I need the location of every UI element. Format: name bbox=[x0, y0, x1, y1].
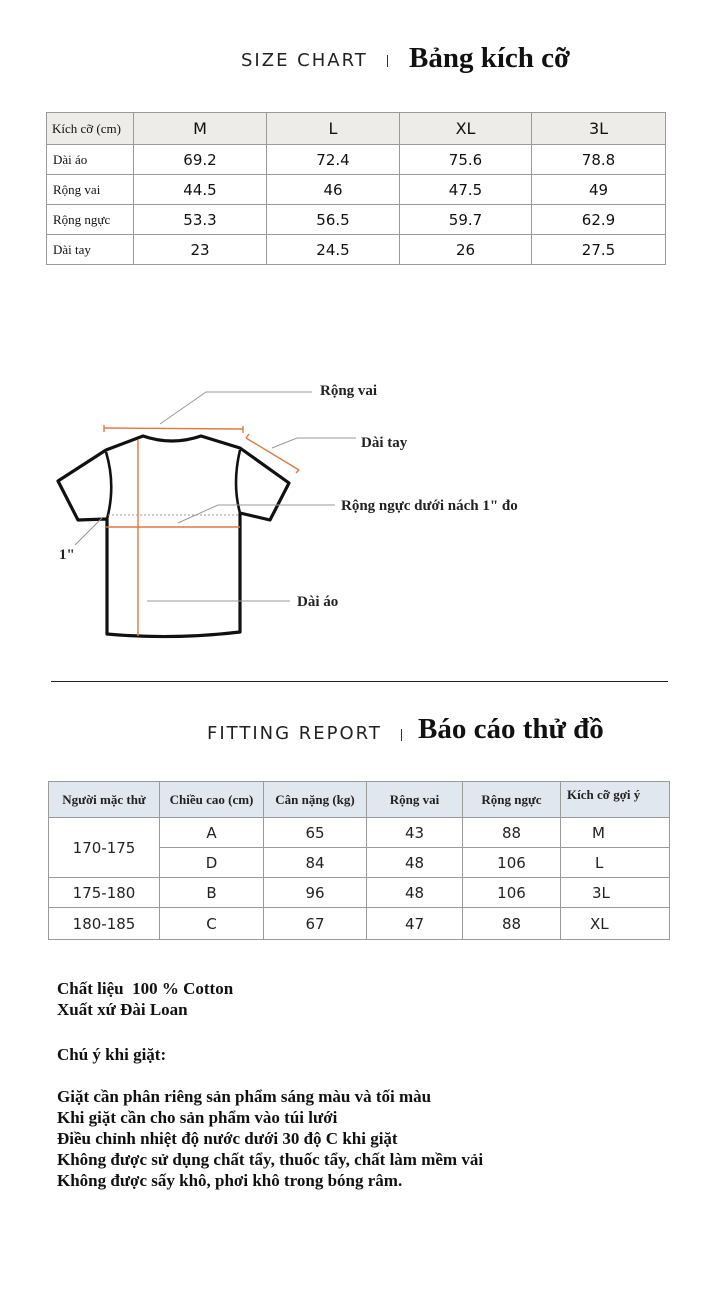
size-cell: L bbox=[561, 848, 670, 878]
table-cell: 46 bbox=[267, 175, 400, 205]
table-cell: 59.7 bbox=[400, 205, 532, 235]
chest-cell: 88 bbox=[463, 908, 561, 940]
table-row bbox=[47, 145, 666, 175]
sleeve-label: Dài tay bbox=[361, 435, 408, 451]
table-cell: 27.5 bbox=[532, 235, 666, 265]
model-cell: C bbox=[160, 908, 264, 940]
table-row bbox=[47, 175, 666, 205]
tshirt-measurement-diagram bbox=[0, 370, 720, 650]
length-label: Dài áo bbox=[297, 594, 339, 610]
table-cell: 75.6 bbox=[400, 145, 532, 175]
size-header-l: L bbox=[267, 113, 400, 145]
leader-lines bbox=[75, 392, 356, 601]
model-cell: B bbox=[160, 878, 264, 908]
fitting-report-table bbox=[48, 781, 670, 940]
weight-cell: 84 bbox=[264, 848, 367, 878]
shoulder-measure-line bbox=[104, 428, 243, 429]
size-chart-title-vi: Bảng kích cỡ bbox=[409, 42, 571, 74]
height-cell: 180-185 bbox=[49, 908, 160, 940]
table-row bbox=[47, 205, 666, 235]
table-cell: 23 bbox=[134, 235, 267, 265]
shoulder-cell: 47 bbox=[367, 908, 463, 940]
care-item: Điều chỉnh nhiệt độ nước dưới 30 độ C khi giặt bbox=[57, 1129, 398, 1148]
inch-leader bbox=[75, 518, 102, 545]
size-chart-table bbox=[46, 112, 666, 265]
section-divider bbox=[51, 681, 668, 682]
size-header-label: Kích cỡ (cm) bbox=[47, 113, 134, 145]
size-header-xl: XL bbox=[400, 113, 532, 145]
shoulder-leader bbox=[160, 392, 312, 424]
chest-cell: 88 bbox=[463, 818, 561, 848]
chest-leader bbox=[178, 505, 335, 523]
fitting-report-title-vi: Báo cáo thử đồ bbox=[418, 713, 604, 745]
fitting-report-heading bbox=[0, 712, 720, 752]
size-chart-title-en: SIZE CHART bbox=[241, 50, 368, 71]
header-weight: Cân nặng (kg) bbox=[264, 782, 367, 818]
chest-label: Rộng ngực dưới nách 1" đo bbox=[341, 498, 518, 514]
sleeve-measure-line bbox=[246, 438, 299, 470]
title-separator bbox=[387, 55, 388, 67]
care-item: Giặt cần phân riêng sản phẩm sáng màu và tối màu bbox=[57, 1087, 432, 1106]
fitting-report-title-en: FITTING REPORT bbox=[207, 723, 382, 744]
size-header-m: M bbox=[134, 113, 267, 145]
table-row bbox=[49, 818, 670, 848]
table-row bbox=[47, 235, 666, 265]
header-chest: Rộng ngực bbox=[463, 782, 561, 818]
table-cell: 53.3 bbox=[134, 205, 267, 235]
header-height: Chiều cao (cm) bbox=[160, 782, 264, 818]
size-cell: XL bbox=[561, 908, 670, 940]
weight-cell: 65 bbox=[264, 818, 367, 848]
table-row bbox=[49, 878, 670, 908]
size-cell: 3L bbox=[561, 878, 670, 908]
title-separator bbox=[401, 729, 402, 741]
shoulder-label: Rộng vai bbox=[320, 383, 378, 399]
chest-cell: 106 bbox=[463, 878, 561, 908]
left-armhole-seam bbox=[106, 452, 111, 519]
table-cell: 49 bbox=[532, 175, 666, 205]
care-list bbox=[57, 1086, 483, 1191]
inch-label: 1" bbox=[59, 547, 75, 563]
header-tester: Người mặc thử bbox=[49, 782, 160, 818]
sleeve-leader bbox=[272, 438, 356, 448]
shoulder-cell: 43 bbox=[367, 818, 463, 848]
size-cell: M bbox=[561, 818, 670, 848]
material-text: Chất liệu 100 % Cotton bbox=[57, 979, 234, 998]
table-row bbox=[49, 908, 670, 940]
row-label: Rộng ngực bbox=[47, 205, 134, 235]
measure-lines bbox=[104, 425, 299, 636]
table-cell: 47.5 bbox=[400, 175, 532, 205]
origin-text: Xuất xứ Đài Loan bbox=[57, 1000, 188, 1019]
right-armhole-seam bbox=[236, 450, 240, 513]
weight-cell: 96 bbox=[264, 878, 367, 908]
fitting-table-header-row bbox=[49, 782, 670, 818]
care-item: Không được sấy khô, phơi khô trong bóng râm. bbox=[57, 1171, 403, 1190]
tshirt-outline bbox=[58, 436, 289, 637]
model-cell: A bbox=[160, 818, 264, 848]
height-cell: 175-180 bbox=[49, 878, 160, 908]
header-suggested-size: Kích cỡ gợi ý bbox=[561, 782, 670, 818]
row-label: Dài áo bbox=[47, 145, 134, 175]
shoulder-cell: 48 bbox=[367, 878, 463, 908]
size-header-3l: 3L bbox=[532, 113, 666, 145]
table-cell: 78.8 bbox=[532, 145, 666, 175]
row-label: Dài tay bbox=[47, 235, 134, 265]
header-shoulder: Rộng vai bbox=[367, 782, 463, 818]
chest-cell: 106 bbox=[463, 848, 561, 878]
shoulder-cell: 48 bbox=[367, 848, 463, 878]
table-cell: 69.2 bbox=[134, 145, 267, 175]
care-item: Không được sử dụng chất tẩy, thuốc tẩy, chất làm mềm vải bbox=[57, 1150, 484, 1169]
table-cell: 72.4 bbox=[267, 145, 400, 175]
care-title: Chú ý khi giặt: bbox=[57, 1045, 167, 1064]
care-item: Khi giặt cần cho sản phẩm vào túi lưới bbox=[57, 1108, 338, 1127]
height-cell: 170-175 bbox=[49, 818, 160, 878]
size-chart-heading bbox=[0, 40, 720, 80]
model-cell: D bbox=[160, 848, 264, 878]
table-cell: 26 bbox=[400, 235, 532, 265]
table-cell: 62.9 bbox=[532, 205, 666, 235]
table-cell: 44.5 bbox=[134, 175, 267, 205]
row-label: Rộng vai bbox=[47, 175, 134, 205]
table-cell: 56.5 bbox=[267, 205, 400, 235]
table-cell: 24.5 bbox=[267, 235, 400, 265]
size-table-header-row bbox=[47, 113, 666, 145]
weight-cell: 67 bbox=[264, 908, 367, 940]
